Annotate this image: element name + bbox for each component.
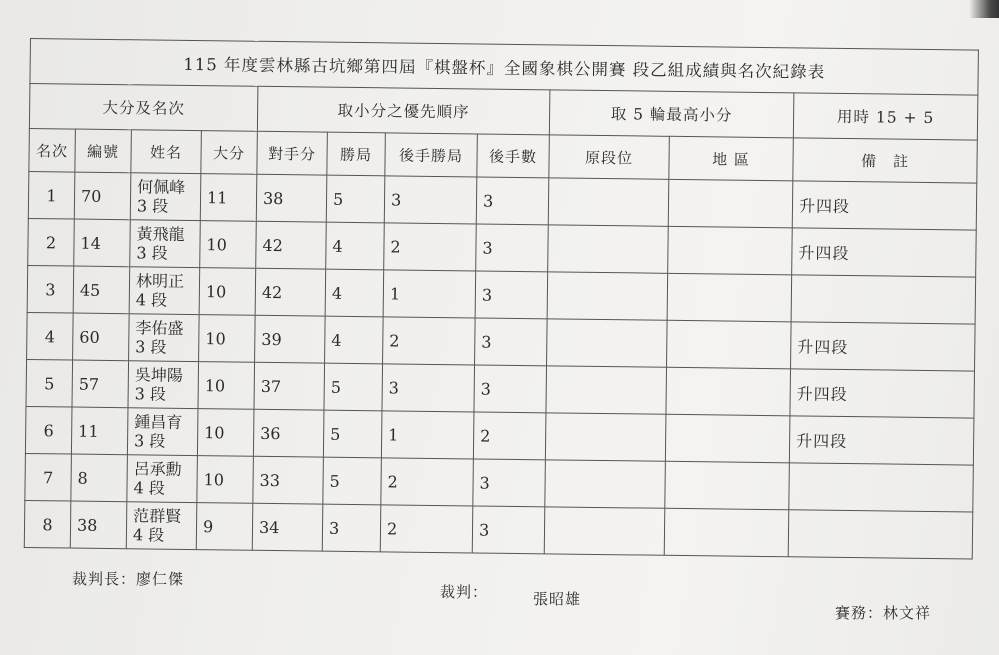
cell-score: 10 [199,315,256,363]
cell-note [788,510,973,559]
cell-wins: 4 [325,269,384,317]
column-header-wins: 勝局 [327,132,386,176]
cell-bwins: 3 [384,176,477,224]
cell-region [667,320,792,369]
cell-note [789,463,974,512]
group-header-main: 大分及名次 [29,84,258,132]
affairs-signature: 賽務：林文祥 [835,604,932,622]
column-header-rank: 名次 [29,128,76,172]
cell-score: 9 [196,503,253,551]
cell-score: 10 [200,221,257,269]
cell-rank: 6 [25,406,72,454]
cell-orig [547,319,668,367]
column-header-note: 備 註 [793,138,978,183]
cell-bwins: 2 [384,223,477,271]
cell-wins: 5 [323,457,382,505]
cell-bwins: 2 [383,317,476,365]
cell-note: 升四段 [791,322,976,371]
cell-bwins: 1 [383,270,476,318]
cell-opp: 39 [255,315,326,363]
cell-name: 呂承勳 4 段 [127,455,198,503]
cell-opp: 33 [253,456,324,504]
cell-region [668,179,793,228]
cell-rank: 1 [28,171,75,219]
cell-orig [544,507,665,555]
cell-bcount: 3 [473,459,546,507]
cell-name: 李佑盛 3 段 [129,314,200,362]
cell-note: 升四段 [789,416,974,465]
cell-orig [548,178,669,226]
results-table [24,38,979,560]
cell-name: 吳坤陽 3 段 [128,361,199,409]
cell-opp: 38 [256,174,327,222]
cell-note [791,275,976,324]
judge-name: 張昭雄 [533,590,582,608]
column-header-score: 大分 [201,131,258,175]
corner-shadow [969,0,999,18]
cell-rank: 7 [25,453,72,501]
cell-region [668,226,793,275]
cell-score: 10 [198,362,255,410]
cell-note: 升四段 [792,181,977,230]
column-header-bcount: 後手數 [477,134,550,178]
cell-bcount: 3 [475,271,548,319]
cell-note: 升四段 [790,369,975,418]
cell-wins: 5 [324,363,383,411]
cell-id: 14 [74,219,131,267]
cell-id: 70 [74,172,131,220]
cell-rank: 2 [28,218,75,266]
cell-rank: 5 [26,359,73,407]
cell-bwins: 3 [382,364,475,412]
group-header-time: 用時 15 + 5 [793,93,978,140]
cell-rank: 4 [27,312,74,360]
cell-opp: 34 [252,503,323,551]
cell-wins: 5 [326,175,385,223]
cell-id: 11 [71,407,128,455]
column-header-orig: 原段位 [549,135,670,179]
cell-opp: 42 [255,268,326,316]
cell-opp: 36 [253,409,324,457]
column-header-bwins: 後手勝局 [385,133,478,177]
cell-name: 黃飛龍 3 段 [130,220,201,268]
cell-bcount: 3 [476,224,549,272]
cell-score: 11 [200,174,257,222]
column-header-id: 編號 [75,129,132,173]
judge-label: 裁判： [440,583,489,601]
cell-note: 升四段 [792,228,977,277]
cell-region [667,273,792,322]
cell-opp: 37 [254,362,325,410]
chief-judge-signature: 裁判長：廖仁傑 [72,570,185,588]
cell-bwins: 1 [381,411,474,459]
cell-name: 范群賢 4 段 [126,502,197,550]
cell-orig [546,366,667,414]
cell-wins: 4 [326,222,385,270]
cell-orig [548,225,669,273]
column-header-name: 姓名 [131,130,202,174]
cell-name: 何佩峰 3 段 [130,173,201,221]
cell-bwins: 2 [381,458,474,506]
cell-orig [545,460,666,508]
cell-id: 8 [71,454,128,502]
column-header-region: 地 區 [669,136,794,181]
cell-bcount: 3 [476,177,549,225]
cell-opp: 42 [256,221,327,269]
cell-orig [545,413,666,461]
cell-bcount: 3 [475,318,548,366]
cell-name: 鍾昌育 3 段 [127,408,198,456]
cell-region [665,414,790,463]
cell-score: 10 [197,409,254,457]
cell-rank: 8 [24,500,71,548]
cell-score: 10 [197,456,254,504]
cell-bcount: 2 [473,412,546,460]
sheet-title: 115 年度雲林縣古坑鄉第四屆『棋盤杯』全國象棋公開賽 段乙組成績與名次紀錄表 [30,39,979,96]
cell-wins: 5 [323,410,382,458]
cell-rank: 3 [27,265,74,313]
cell-name: 林明正 4 段 [129,267,200,315]
cell-region [664,508,789,557]
cell-score: 10 [199,268,256,316]
cell-bcount: 3 [472,506,545,554]
cell-id: 57 [72,360,129,408]
cell-id: 38 [70,501,127,549]
cell-id: 45 [73,266,130,314]
cell-wins: 4 [325,316,384,364]
cell-orig [547,272,668,320]
cell-region [665,461,790,510]
cell-wins: 3 [322,504,381,552]
column-header-opp: 對手分 [257,131,328,175]
group-header-tiebreak: 取小分之優先順序 [257,86,550,135]
cell-id: 60 [73,313,130,361]
cell-bcount: 3 [474,365,547,413]
cell-region [666,367,791,416]
cell-bwins: 2 [380,505,473,553]
group-header-top5: 取 5 輪最高小分 [549,90,794,138]
